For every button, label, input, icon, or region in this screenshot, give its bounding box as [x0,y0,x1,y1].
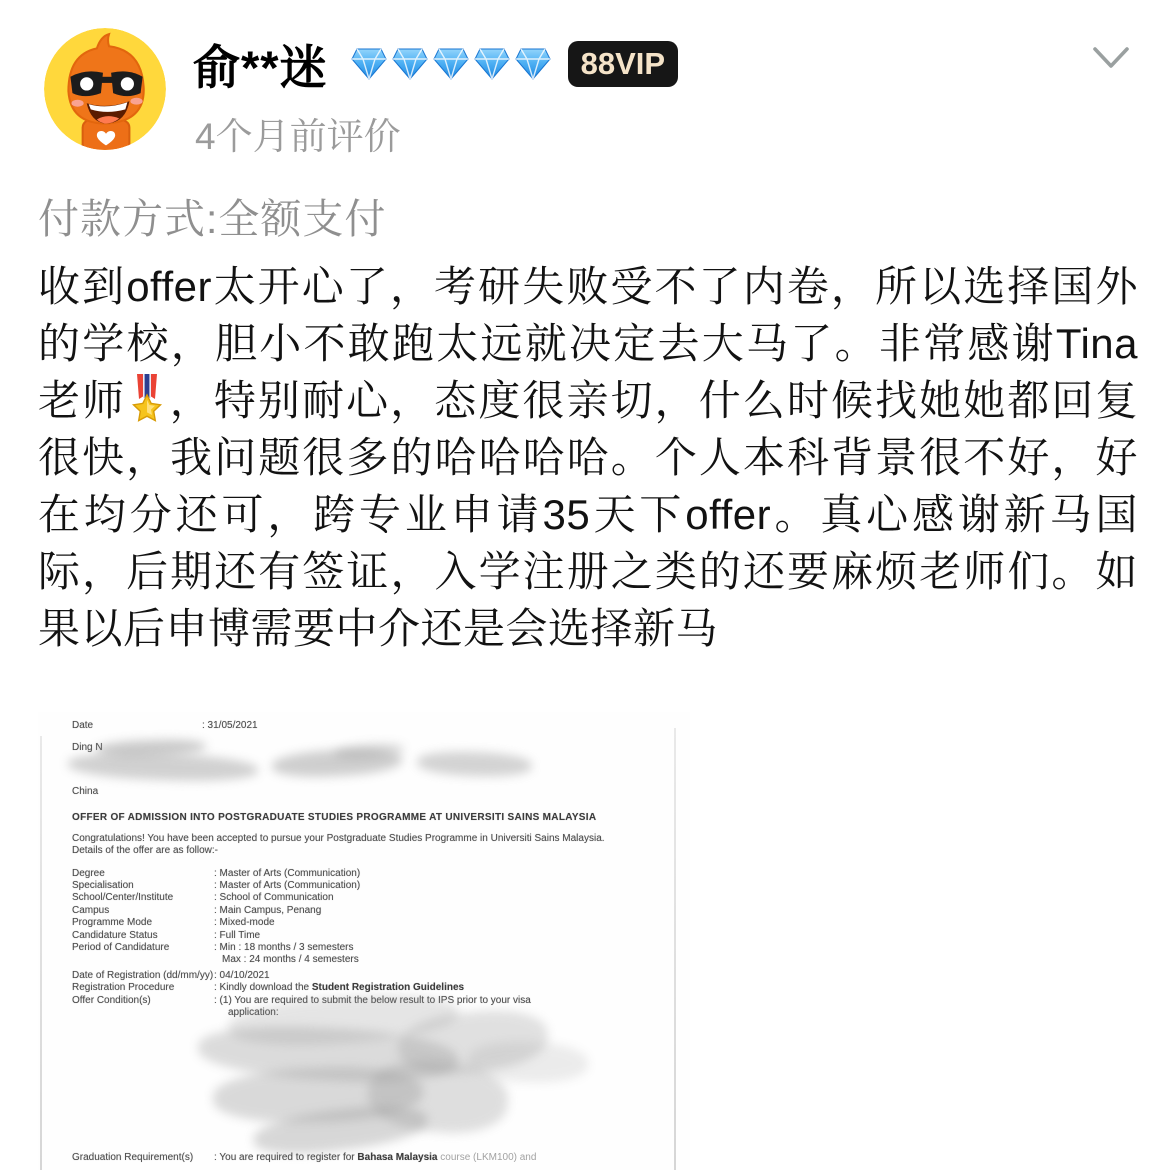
letter-recipient [72,742,650,786]
letter-intro-line1: Congratulations! You have been accepted to pursue your Postgraduate Studies Programme in Universiti Sains Malaysia. [72,832,605,844]
letter-date-label: Date [72,720,94,731]
payment-method: 付款方式:全额支付 [38,196,387,242]
review-text-part2: ，特别耐心，态度很亲切，什么时候找她她都回复很快，我问题很多的哈哈哈哈。个人本科背景很不好，好在均分还可，跨专业申请35天下offer。真心感谢新马国际，后期还有签证，入学注册之类的还要麻烦老师们。如果以后申博需要中介还是会选择新马 [38,377,1138,652]
detail-row-programme-mode: Programme Mode : Mixed-mode [72,917,275,929]
buyer-level-diamonds [350,46,552,82]
diamond-icon [514,46,552,82]
detail-row-candidature-status: Candidature Status : Full Time [72,929,261,941]
attachment-offer-letter-image[interactable] [38,712,690,1170]
detail-row-offer-conditions: Offer Condition(s) : (1) You are required to submit the below result to IPS prior to your visa application: [72,994,531,1019]
letter-country [72,786,650,798]
detail-row-specialisation: Specialisation : Master of Arts (Communication) [72,880,361,892]
letter-heading: OFFER OF ADMISSION INTO POSTGRADUATE STUDIES PROGRAMME AT UNIVERSITI SAINS MALAYSIA [72,811,597,823]
diamond-icon [391,46,429,82]
letter-page-edge [674,728,676,1170]
letter-recipient-name: Ding N [72,742,103,754]
letter-date-value: : 31/05/2021 [202,720,258,731]
avatar[interactable] [44,28,166,150]
review-text [38,258,1138,657]
diamond-icon [473,46,511,82]
detail-row-registration-date: Date of Registration (dd/mm/yy) : 04/10/2021 [72,969,270,981]
letter-intro [72,833,650,858]
letter-date-row [72,720,650,732]
review-time: 4个月前评价 [195,116,401,157]
detail-row-campus: Campus : Main Campus, Penang [72,904,322,916]
review-text-part1: 收到offer太开心了，考研失败受不了内卷，所以选择国外的学校，胆小不敢跑太远就决定去大马了。非常感谢Tina老师 [38,263,1138,424]
letter-page-edge [40,736,42,1170]
detail-row-registration-procedure: Registration Procedure : Kindly download the Student Registration Guidelines [72,982,465,994]
letter-country-text: China [72,786,99,798]
diamond-icon [432,46,470,82]
medal-icon [130,373,164,423]
detail-row-period: Period of Candidature : Min : 18 months / 3 semesters Max : 24 months / 4 semesters [72,942,359,966]
diamond-icon [350,46,388,82]
detail-row-degree: Degree : Master of Arts (Communication) [72,867,361,879]
letter-content [72,720,650,1020]
detail-row-graduation: Graduation Requirement(s) : You are required to register for Bahasa Malaysia course (LKM100) and [72,1152,537,1163]
chevron-down-icon[interactable] [1090,42,1132,76]
username: 俞**迷 [193,40,328,94]
detail-row-school: School/Center/Institute : School of Communication [72,892,334,904]
vip-badge: 88VIP [568,41,678,87]
letter-intro-line2: Details of the offer are as follow:- [72,845,218,857]
